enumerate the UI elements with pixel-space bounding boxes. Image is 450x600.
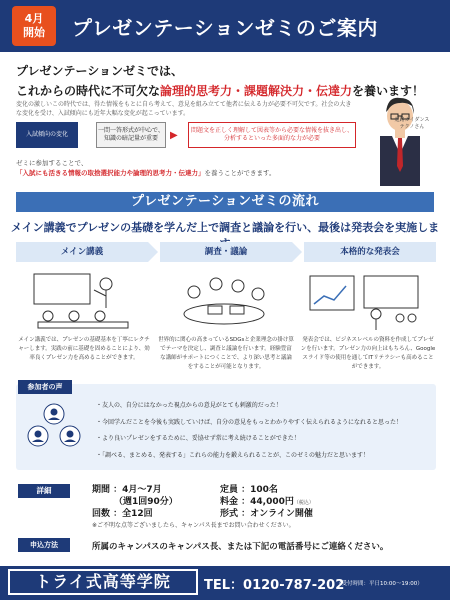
header-bar	[0, 0, 450, 52]
page-title: プレゼンテーションゼミのご案内	[72, 16, 378, 40]
details-row-2	[92, 494, 314, 507]
voice-item: ・ より良いプレゼンをするために、妥協せず常に考え続けることができた！	[96, 431, 432, 448]
phone-number[interactable]: TEL：0120-787-202	[204, 578, 345, 593]
badge-start: 開始	[23, 26, 45, 39]
exam-change-after: 問題文を正しく理解して図表等から必要な情報を抜き出し、分析するといった多面的な力が必要	[188, 122, 356, 148]
details-period-sub: （週1回90分）	[114, 497, 178, 507]
details-row-1	[92, 482, 278, 495]
apply-text: 所属のキャンパスのキャンパス長、または下記の電話番号にご連絡ください。	[92, 542, 389, 552]
flow-steps	[16, 242, 436, 262]
intro-line2-post: を養います！	[352, 84, 425, 98]
flow-banner: プレゼンテーションゼミの流れ	[16, 192, 434, 212]
step-presentation-desc: 発表会では、ビジネスレベルの資料を作成してプレゼンを行います。プレゼン力の向上はもちろん、Googleスライド等の使用を通してITリテラシーも高めることができます。	[300, 337, 436, 370]
voice-list	[96, 398, 432, 464]
guide-person-illustration	[362, 86, 434, 186]
voice-item: ・ 「調べる、まとめる、発表する」これらの能力を鍛えられることが、このゼミの魅力だと思います！	[96, 448, 432, 465]
footer-bar	[0, 566, 450, 600]
details-format: 形式 ：オンライン開催	[220, 509, 313, 519]
details-label: 詳細	[18, 484, 70, 498]
badge-month: 4月	[24, 12, 44, 25]
step-research-discussion: 調査・議論	[160, 242, 292, 262]
details-count: 回数 ：全12回	[92, 509, 153, 519]
participants-icon	[26, 400, 82, 452]
step-main-lecture: メイン講義	[16, 242, 148, 262]
lecture-illustration	[24, 270, 144, 332]
step-presentation: 本格的な発表会	[304, 242, 436, 262]
arrow-right-icon: ▶	[170, 130, 178, 141]
exam-change-label: 入試傾向の変化	[16, 122, 78, 148]
voices-label: 参加者の声	[18, 380, 72, 394]
join-highlight: 「入試にも活きる情報の取捨選択能力や論理的思考力・伝達力」	[16, 169, 205, 177]
intro-description: 変化の激しいこの時代では、得た情報をもとに自ら考えて、意見を組み立てて他者に伝える力が必要不可欠です。社会の大きな変化を受け、入試傾向にも近年大幅な変化が起こっています。	[16, 101, 352, 117]
apply-label: 申込方法	[18, 538, 70, 552]
details-row-3	[92, 506, 313, 519]
voice-item: ・ 今回学んだことを今後も実践していけば、自分の意見をもっとわかりやすく伝えられるようになれると思った！	[96, 415, 432, 432]
intro-line2-highlight: 論理的思考力・課題解決力・伝達力	[160, 84, 353, 98]
person-caption: 進路ガイダンス テクノさん	[394, 117, 430, 130]
intro-line1: プレゼンテーションゼミでは、	[16, 64, 184, 78]
details-fee-tax-note: （税込）	[293, 500, 314, 506]
step-main-lecture-desc: メイン講義では、プレゼンの基礎基本を丁寧にレクチャーします。実践の前に基礎を固めることにより、効率良くプレゼン力を高めることができます。	[18, 337, 150, 361]
flow-subtitle: メイン講義でプレゼンの基礎を学んだ上で調査と議論を行い、最後は発表会を実施しま	[10, 221, 440, 234]
discussion-illustration	[164, 270, 284, 332]
exam-change-before: 一問一答形式が中心で、知識の暗記量が重要	[96, 122, 166, 148]
details-capacity: 定員 ：100名	[220, 485, 278, 495]
join-text	[16, 158, 346, 178]
start-badge	[12, 6, 56, 46]
voice-item: ・ 友人の、自分にはなかった視点からの意見がとても刺激的だった！	[96, 398, 432, 415]
reception-hours: （受付時間：平日10:00〜19:00）	[336, 581, 423, 587]
intro-line2-pre: これからの時代に不可欠な	[16, 84, 161, 98]
step-research-discussion-desc: 世界的に関心の高まっているSDGsと企業理念の掛け算でテーマを決定し、調査と議論を行います。経験豊富な講師がサポートにつくことで、より深い思考と議論をすることが可能となります。	[158, 337, 294, 370]
school-name: トライ式高等学院	[8, 569, 198, 595]
details-period: 期間 ：4月〜7月	[92, 485, 162, 495]
join-pre: ゼミに参加することで、	[16, 159, 88, 167]
details-fee-value: 料金 ：44,000円	[220, 497, 294, 507]
presentation-illustration	[304, 270, 424, 332]
details-note: ※ご不明な点等ございましたら、キャンパス長までお問い合わせください。	[92, 522, 295, 529]
join-post: を養うことができます。	[204, 169, 276, 177]
